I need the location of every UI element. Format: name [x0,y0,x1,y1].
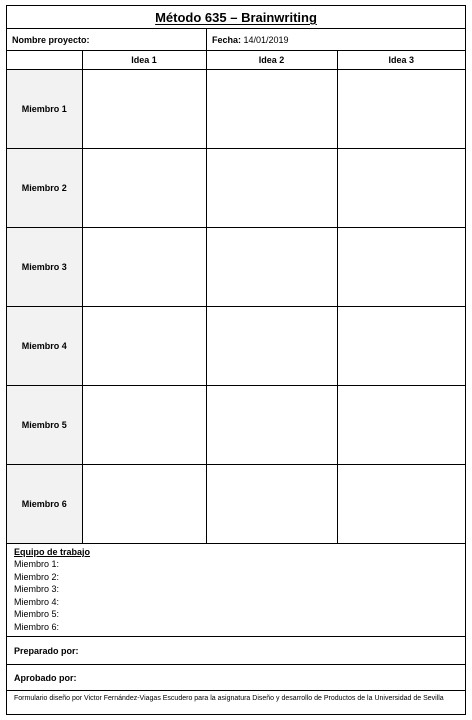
project-name-label: Nombre proyecto: [12,35,90,45]
team-member-line-1[interactable]: Miembro 1: [14,559,60,569]
team-member-line-4[interactable]: Miembro 4: [14,596,60,607]
member-label-4: Miembro 4 [7,307,82,386]
idea-cell[interactable] [206,307,337,386]
idea-cell[interactable] [82,149,206,228]
idea-cell[interactable] [82,70,206,149]
info-row [7,29,465,51]
header-idea-3: Idea 3 [337,51,465,70]
team-member-line-2[interactable]: Miembro 2: [14,571,60,582]
date-label: Fecha: [212,35,242,45]
idea-cell[interactable] [206,149,337,228]
idea-cell[interactable] [337,70,465,149]
project-name-field[interactable] [7,29,207,50]
member-row-6 [7,465,465,544]
brainwriting-form [6,5,466,715]
member-row-3 [7,228,465,307]
idea-cell[interactable] [206,386,337,465]
date-value: 14/01/2019 [241,35,289,45]
team-member-line-3[interactable]: Miembro 3: [14,584,60,595]
ideas-table [7,51,465,544]
member-label-5: Miembro 5 [7,386,82,465]
idea-cell[interactable] [337,307,465,386]
idea-cell[interactable] [206,228,337,307]
idea-cell[interactable] [337,465,465,544]
ideas-grid [7,51,465,544]
idea-cell[interactable] [206,70,337,149]
idea-cell[interactable] [82,228,206,307]
idea-cell[interactable] [337,228,465,307]
header-idea-1: Idea 1 [82,51,206,70]
header-idea-2: Idea 2 [206,51,337,70]
member-row-1 [7,70,465,149]
prepared-by-field[interactable]: Preparado por: [7,637,465,665]
member-label-6: Miembro 6 [7,465,82,544]
member-row-5 [7,386,465,465]
form-title [7,6,465,29]
title-main: Brainwriting [241,10,317,25]
idea-cell[interactable] [337,149,465,228]
date-field[interactable] [207,29,465,50]
approved-by-field[interactable]: Aprobado por: [7,665,465,691]
team-member-line-6[interactable]: Miembro 6: [14,621,60,632]
member-label-1: Miembro 1 [7,70,82,149]
team-header: Equipo de trabajo [14,547,91,557]
team-member-line-5[interactable]: Miembro 5: [14,609,60,620]
ideas-header-row [7,51,465,70]
idea-cell[interactable] [82,386,206,465]
footer-note: Formulario diseño por Victor Fernández-Viagas Escudero para la asignatura Diseño y desarrollo de Productos de la Universidad de Sevilla [14,695,444,702]
title-prefix: Método 635 – [155,10,242,25]
idea-cell[interactable] [337,386,465,465]
idea-cell[interactable] [82,465,206,544]
header-empty [7,51,82,70]
idea-cell[interactable] [206,465,337,544]
team-section [7,542,465,637]
member-row-4 [7,307,465,386]
member-label-2: Miembro 2 [7,149,82,228]
idea-cell[interactable] [82,307,206,386]
member-row-2 [7,149,465,228]
member-label-3: Miembro 3 [7,228,82,307]
